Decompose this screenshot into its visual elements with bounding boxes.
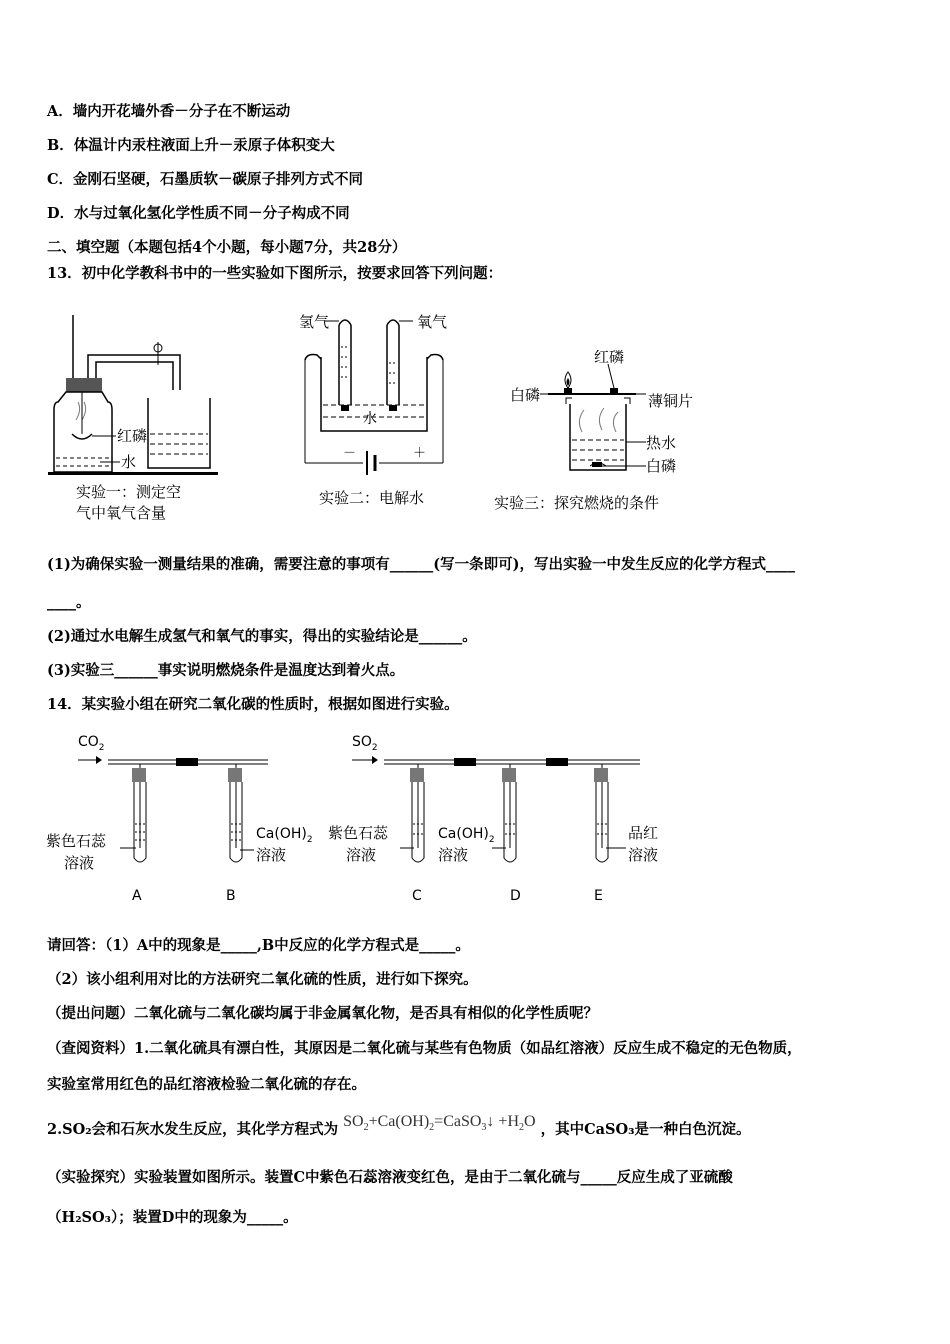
- q13-sub2: (2)通过水电解生成氢气和氧气的事实，得出的实验结论是______。: [47, 628, 477, 645]
- fig1-caption-2: 气中氧气含量: [76, 504, 167, 522]
- fig3-red-phosphorus-label: 红磷: [594, 350, 625, 366]
- q13-sub1-a: (1)为确保实验一测量结果的准确，需要注意的事项有______(写一条即可)，写出实验一中发生反应的化学方程式____: [47, 556, 796, 573]
- experiment-1-figure: [40, 310, 220, 525]
- option-a: A．墙内开花墙外香－分子在不断运动: [47, 103, 291, 120]
- q13-sub1-b: ____。: [47, 594, 91, 611]
- fig2-minus-label: －: [343, 446, 357, 461]
- fig2-plus-label: ＋: [413, 446, 427, 461]
- fig2-caption: 实验二：电解水: [319, 489, 425, 507]
- caoh-label-d: $Ca(OH)_2$: [438, 826, 495, 845]
- fig3-copper-label: 薄铜片: [648, 392, 694, 410]
- fig3-hot-water-label: 热水: [646, 434, 677, 452]
- so2-label: $SO_2$: [352, 734, 378, 753]
- fig1-caption-1: 实验一：测定空: [76, 483, 182, 501]
- q14-data-3-post: ，其中CaSO₃是一种白色沉淀。: [540, 1121, 751, 1138]
- q13-sub3: (3)实验三______事实说明燃烧条件是温度达到着火点。: [47, 662, 405, 679]
- fig2-oxygen-label: 氧气: [417, 313, 448, 331]
- experiment-14-figure: [40, 728, 680, 908]
- tube-label-e: E: [594, 888, 603, 904]
- option-d: D．水与过氧化氢化学性质不同－分子构成不同: [47, 205, 350, 222]
- caoh-label-b: $Ca(OH)_2$: [256, 826, 313, 845]
- experiment-2-figure: [295, 305, 465, 515]
- tube-label-c: C: [412, 888, 422, 904]
- fig1-water-label: 水: [121, 453, 137, 471]
- tube-label-a: A: [132, 888, 142, 904]
- experiment-3-figure: [490, 350, 710, 520]
- fig3-caption: 实验三：探究燃烧的条件: [494, 494, 660, 512]
- tube-label-d: D: [510, 888, 521, 904]
- litmus-solution-label-a: 溶液: [64, 854, 95, 872]
- litmus-label-a: 紫色石蕊: [46, 832, 107, 850]
- fig2-hydrogen-label: 氢气: [299, 313, 330, 331]
- caoh-so2-equation: $SO_2+Ca(OH)_2=CaSO_3↓ +H_2O$: [343, 1113, 536, 1134]
- q14-question: （提出问题）二氧化硫与二氧化碳均属于非金属氧化物，是否具有相似的化学性质呢？: [47, 1005, 598, 1022]
- option-b: B．体温计内汞柱液面上升－汞原子体积变大: [47, 137, 335, 154]
- option-c: C．金刚石坚硬，石墨质软－碳原子排列方式不同: [47, 171, 364, 188]
- magenta-label-e: 品红: [628, 824, 659, 842]
- litmus-solution-label-c: 溶液: [346, 846, 377, 864]
- q13-stem: 13．初中化学教科书中的一些实验如下图所示，按要求回答下列问题：: [47, 265, 503, 282]
- section-title: 二、填空题（本题包括4个小题，每小题7分，共28分）: [47, 239, 407, 256]
- magenta-solution-label-e: 溶液: [628, 846, 659, 864]
- q14-sub2: （2）该小组利用对比的方法研究二氧化硫的性质，进行如下探究。: [47, 971, 478, 988]
- fig3-white-phosphorus-label-2: 白磷: [646, 457, 677, 475]
- fig1-red-phosphorus-label: 红磷: [117, 427, 148, 445]
- q14-explore-2: （H₂SO₃）；装置D中的现象为_____。: [47, 1209, 298, 1226]
- co2-label: $CO_2$: [78, 734, 105, 753]
- caoh-solution-label-b: 溶液: [256, 846, 287, 864]
- q14-explore-1: （实验探究）实验装置如图所示。装置C中紫色石蕊溶液变红色，是由于二氧化硫与_____反应生成了亚硫酸: [47, 1169, 733, 1186]
- fig3-white-phosphorus-label: 白磷: [510, 386, 541, 404]
- litmus-label-c: 紫色石蕊: [328, 824, 389, 842]
- q14-data-3-pre: 2.SO₂会和石灰水发生反应，其化学方程式为: [47, 1121, 339, 1138]
- q14-data-2: 实验室常用红色的品红溶液检验二氧化硫的存在。: [47, 1076, 366, 1093]
- caoh-solution-label-d: 溶液: [438, 846, 469, 864]
- q14-data-1: （查阅资料）1.二氧化硫具有漂白性，其原因是二氧化硫与某些有色物质（如品红溶液）反应生成不稳定的无色物质，: [47, 1040, 802, 1057]
- q14-data-3: [47, 1113, 751, 1146]
- tube-label-b: B: [226, 888, 236, 904]
- q14-stem: 14．某实验小组在研究二氧化碳的性质时，根据如图进行实验。: [47, 696, 459, 713]
- fig2-water-label: 水: [363, 411, 377, 427]
- q14-sub1: 请回答：（1）A中的现象是_____,B中反应的化学方程式是_____。: [47, 937, 470, 954]
